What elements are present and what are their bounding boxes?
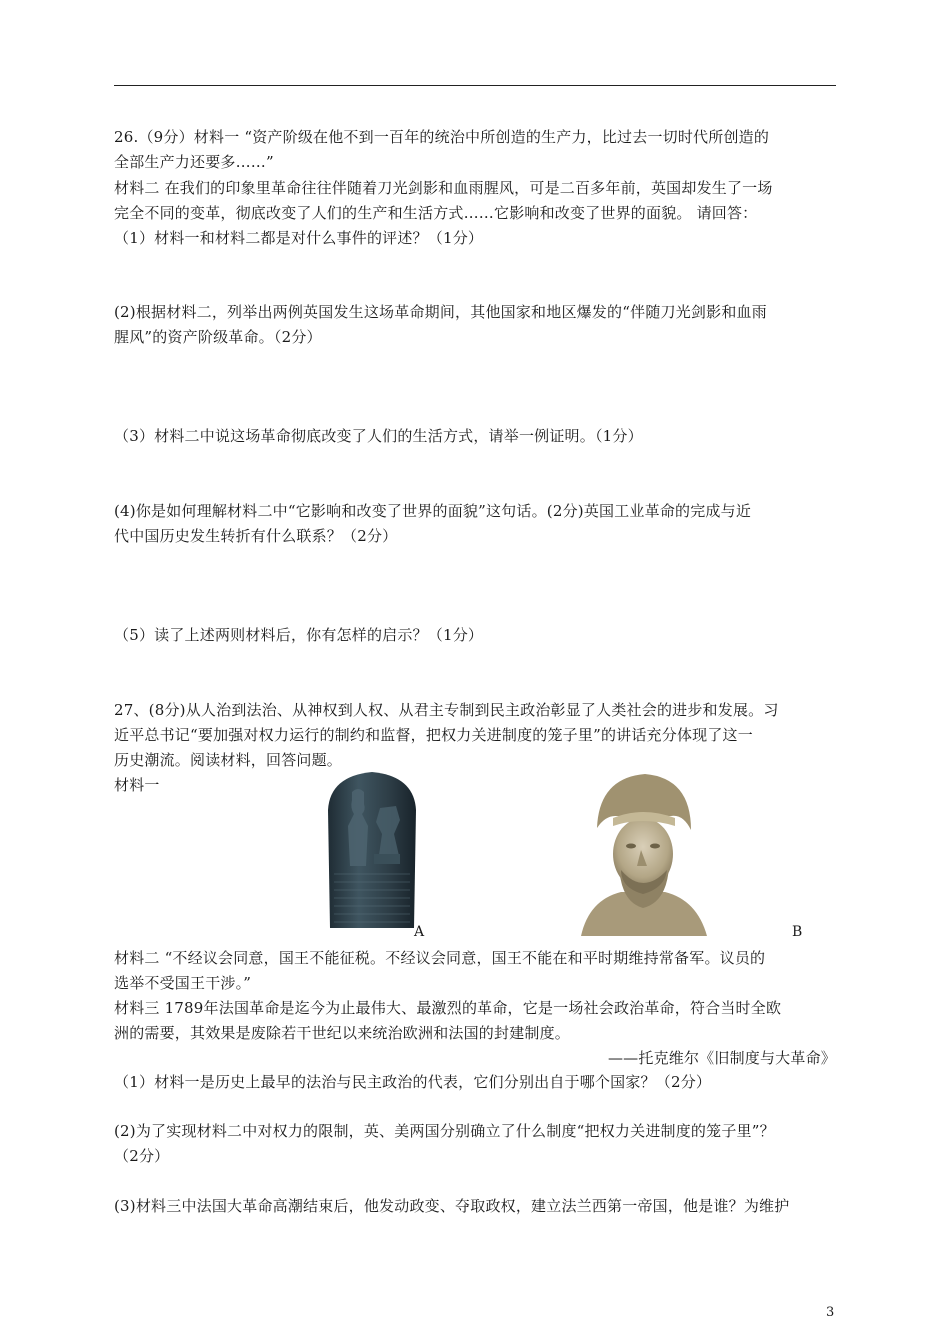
q27-line3: 历史潮流。阅读材料，回答问题。 <box>114 751 343 769</box>
q27-sub3: (3)材料三中法国大革命高潮结束后，他发动政变、夺取政权，建立法兰西第一帝国，他是谁？为维护 <box>114 1197 790 1215</box>
header-rule <box>114 85 836 86</box>
hammurabi-stele-image <box>320 770 424 928</box>
image-a-label: A <box>414 924 425 940</box>
q26-sub4b: 代中国历史发生转折有什么联系？（2分） <box>114 527 398 545</box>
q27-sub2a: (2)为了实现材料二中对权力的限制，英、美两国分别确立了什么制度“把权力关进制度的笼子里”？ <box>114 1122 775 1140</box>
q27-material3-source: ——托克维尔《旧制度与大革命》 <box>607 1049 836 1067</box>
q27-material3-line1: 材料三 1789年法国革命是迄今为止最伟大、最激烈的革命，它是一场社会政治革命，符合当时全欧 <box>114 999 782 1017</box>
image-b-label: B <box>792 924 803 940</box>
q26-sub2a: (2)根据材料二，列举出两例英国发生这场革命期间，其他国家和地区爆发的“伴随刀光剑影和血雨 <box>114 303 767 321</box>
q26-line4: 完全不同的变革，彻底改变了人们的生产和生活方式……它影响和改变了世界的面貌。 请回答： <box>114 204 758 222</box>
q26-line1: 26.（9分）材料一 “资产阶级在他不到一百年的统治中所创造的生产力，比过去一切时代所创造的 <box>114 128 770 146</box>
q26-sub2b: 腥风”的资产阶级革命。（2分） <box>114 328 322 346</box>
page-number: 3 <box>826 1305 835 1320</box>
q27-line2: 近平总书记“要加强对权力运行的制约和监督，把权力关进制度的笼子里”的讲话充分体现了这一 <box>114 726 753 744</box>
q26-sub5: （5）读了上述两则材料后，你有怎样的启示？（1分） <box>114 626 484 644</box>
q27-material1-label: 材料一 <box>114 776 160 794</box>
q26-sub4a: (4)你是如何理解材料二中“它影响和改变了世界的面貌”这句话。(2分)英国工业革命的完成与近 <box>114 502 752 520</box>
q27-line1: 27、(8分)从人治到法治、从神权到人权、从君主专制到民主政治彰显了人类社会的进步和发展。习 <box>114 701 779 719</box>
q27-material2-line2: 选举不受国王干涉。” <box>114 974 252 992</box>
q27-material3-line2: 洲的需要，其效果是废除若干世纪以来统治欧洲和法国的封建制度。 <box>114 1024 571 1042</box>
q27-sub2b: （2分） <box>114 1147 170 1165</box>
q27-material2-line1: 材料二 “不经议会同意，国王不能征税。不经议会同意，国王不能在和平时期维持常备军。议员的 <box>114 949 766 967</box>
q26-line3: 材料二 在我们的印象里革命往往伴随着刀光剑影和血雨腥风，可是二百多年前，英国却发生了一场 <box>114 179 773 197</box>
pericles-bust-image <box>575 770 711 936</box>
q27-sub1: （1）材料一是历史上最早的法治与民主政治的代表，它们分别出自于哪个国家？（2分） <box>114 1073 712 1091</box>
q26-sub3: （3）材料二中说这场革命彻底改变了人们的生活方式，请举一例证明。（1分） <box>114 427 643 445</box>
q26-line2: 全部生产力还要多……” <box>114 153 274 171</box>
q26-sub1: （1）材料一和材料二都是对什么事件的评述？（1分） <box>114 229 484 247</box>
